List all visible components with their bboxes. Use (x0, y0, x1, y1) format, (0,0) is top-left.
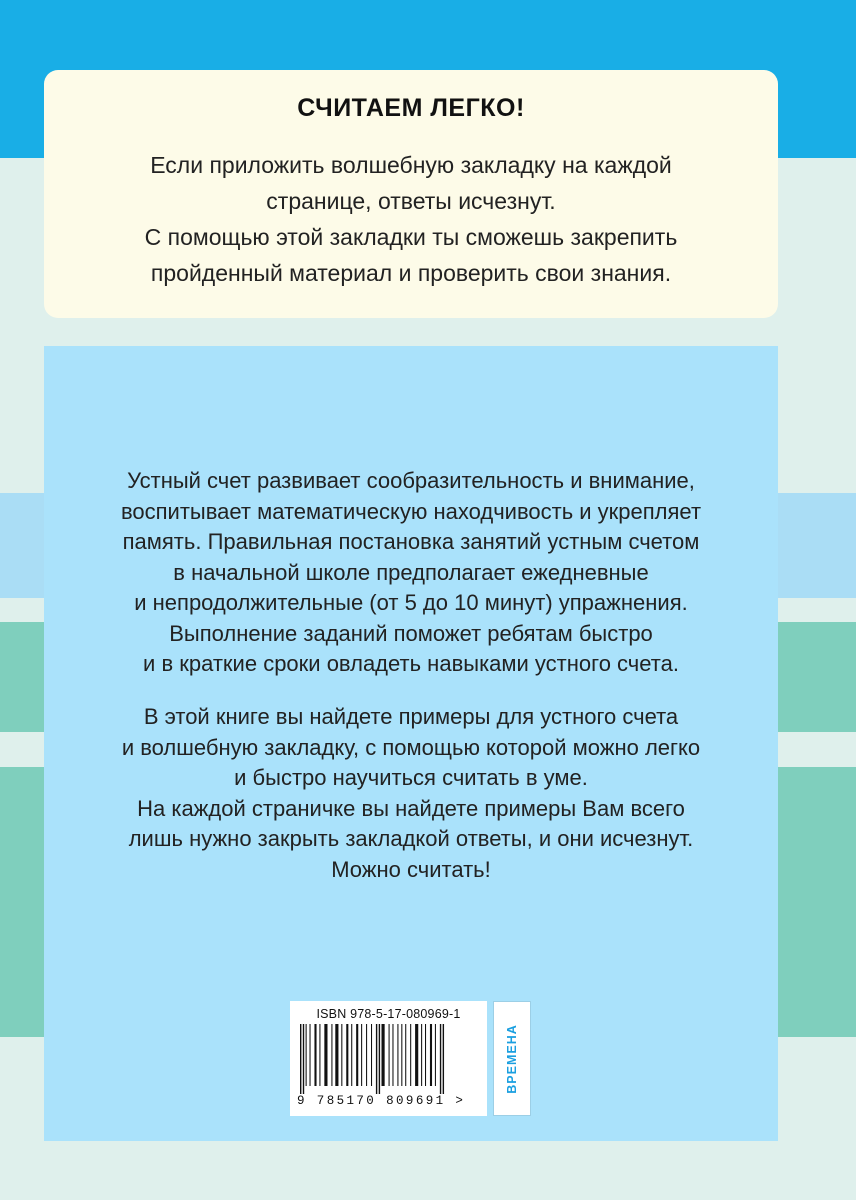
barcode-bar (351, 1024, 352, 1086)
barcode-bar (443, 1024, 444, 1094)
barcode-bar (371, 1024, 372, 1086)
description-line: и быстро научиться считать в уме. (234, 765, 588, 790)
barcode-bar (356, 1024, 358, 1086)
barcode-bar (361, 1024, 362, 1086)
promo-line: странице, ответы исчезнут. (266, 188, 556, 214)
description-line: лишь нужно закрыть закладкой ответы, и они исчезнут. (128, 826, 694, 851)
description-line: Можно считать! (331, 856, 491, 882)
barcode-bar (314, 1024, 316, 1086)
promo-line: Если приложить волшебную закладку на каждой (150, 152, 672, 178)
barcode-bar (415, 1024, 418, 1086)
barcode-bar (341, 1024, 342, 1086)
barcode-bar (310, 1024, 311, 1086)
description-paragraph-2 (44, 702, 778, 885)
barcode-bar (421, 1024, 422, 1086)
description-line: В этой книге вы найдете примеры для устного счета (143, 704, 679, 729)
barcode-bar (435, 1024, 436, 1086)
barcode-bar (405, 1024, 406, 1086)
barcode-bar (401, 1024, 402, 1086)
barcode-bar (382, 1024, 385, 1086)
barcode-bar (300, 1024, 301, 1094)
description-line: в начальной школе предполагает ежедневные (173, 559, 649, 585)
isbn-label: ISBN 978-5-17-080969-1 (316, 1007, 461, 1021)
promo-box (44, 70, 778, 318)
description-line: и волшебную закладку, с помощью которой можно легко (121, 734, 701, 760)
description-line: На каждой страничке вы найдете примеры Вам всего (137, 795, 685, 821)
description-paragraph-1 (44, 466, 778, 680)
barcode-bar (392, 1024, 393, 1086)
barcode-bar (306, 1024, 307, 1086)
barcode-bar (366, 1024, 367, 1086)
barcode-bar (425, 1024, 426, 1086)
barcode-bar (346, 1024, 348, 1086)
barcode-bar (335, 1024, 338, 1086)
barcode-bar (440, 1024, 441, 1094)
barcode-bar (397, 1024, 398, 1086)
barcode-bar (303, 1024, 304, 1094)
barcode-bar (331, 1024, 332, 1086)
description-line: Устный счет развивает сообразительность и внимание, (127, 468, 695, 493)
description-line: воспитывает математическую находчивость и укрепляет (120, 498, 702, 524)
barcode-bar (379, 1024, 380, 1094)
description-line: и непродолжительные (от 5 до 10 минут) упражнения. (134, 590, 688, 615)
isbn-barcode-block (290, 1001, 487, 1116)
promo-line: пройденный материал и проверить свои знания. (150, 260, 672, 286)
barcode-bar (410, 1024, 411, 1086)
description-line: и в краткие сроки овладеть навыками устного счета. (143, 651, 679, 676)
barcode-digits: 9 785170 809691 > (297, 1094, 466, 1108)
barcode-bar (376, 1024, 377, 1094)
promo-title: СЧИТАЕМ ЛЕГКО! (297, 94, 525, 122)
description-line: Выполнение заданий поможет ребятам быстро (169, 620, 653, 646)
promo-line: С помощью этой закладки ты сможешь закрепить (144, 224, 678, 250)
promo-text (64, 147, 758, 291)
barcode-bar (430, 1024, 432, 1086)
description-box (44, 346, 778, 1141)
barcode-bar (324, 1024, 327, 1086)
barcode-bar (319, 1024, 320, 1086)
publisher-name: ВРЕМЕНА (505, 1023, 519, 1094)
publisher-logo (493, 1001, 531, 1116)
barcode-icon (298, 1024, 479, 1094)
description-line: память. Правильная постановка занятий устным счетом (122, 529, 700, 554)
barcode-bar (389, 1024, 390, 1086)
